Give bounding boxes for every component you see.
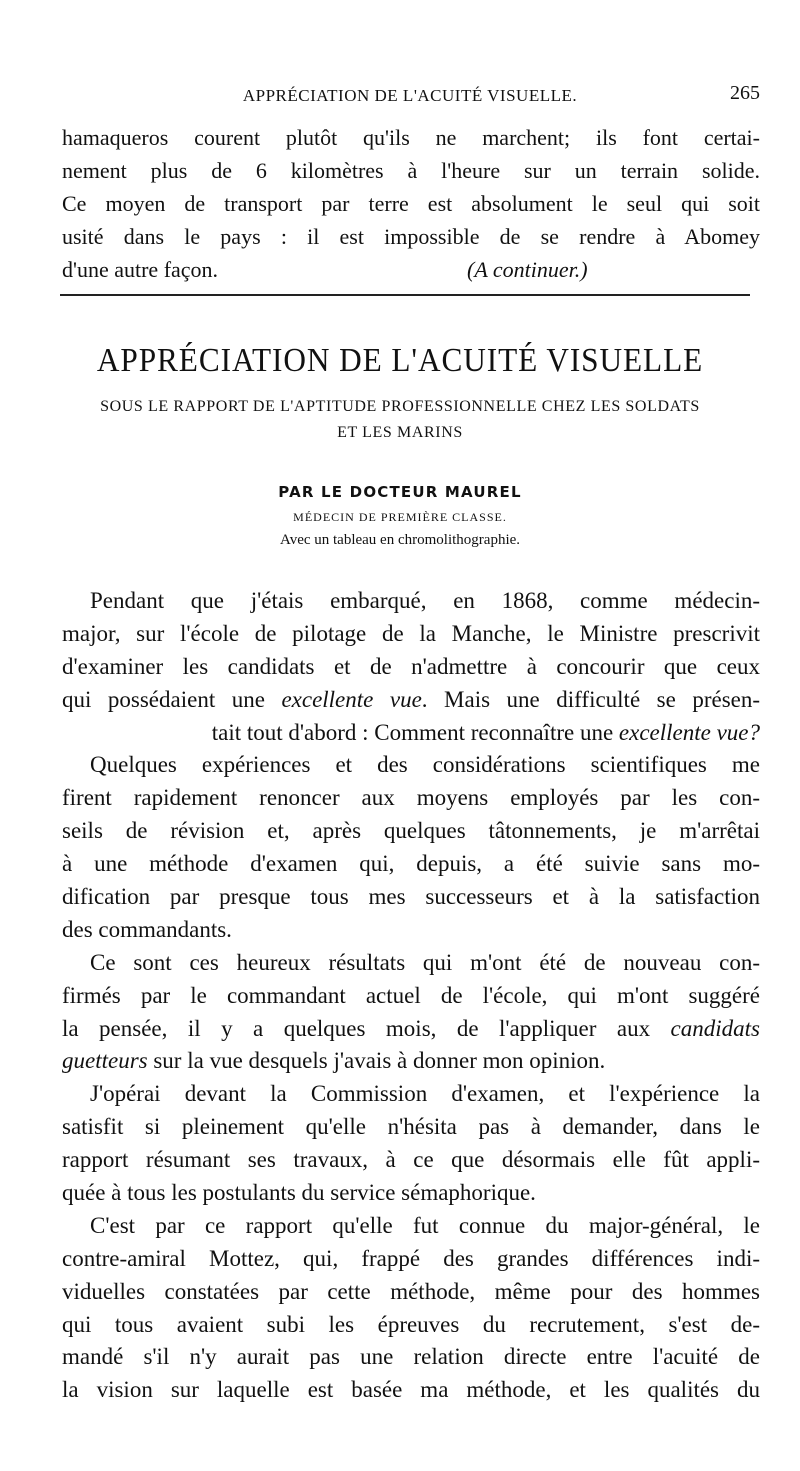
text-line: des commandants. — [62, 916, 232, 942]
text-line: la vision sur laquelle est basée ma méthode, et les qualités du — [62, 1377, 760, 1403]
text-line: firmés par le commandant actuel de l'école, qui m'ont suggéré — [62, 982, 760, 1008]
article-body — [62, 585, 760, 1407]
text-line: Ce sont ces heureux résultats qui m'ont été de nouveau con- — [90, 949, 760, 975]
text-line: Pendant que j'étais embarqué, en 1868, comme médecin- — [90, 588, 760, 613]
text-line: J'opérai devant la Commission d'examen, et l'expérience la — [90, 1081, 760, 1107]
illustration-note: Avec un tableau en chromolithographie. — [279, 532, 521, 548]
text-line: C'est par ce rapport qu'elle fut connue du major-général, le — [90, 1212, 760, 1238]
author-title: MÉDECIN DE PREMIÈRE CLASSE. — [293, 510, 507, 524]
page-number: 265 — [730, 82, 760, 104]
text-run: . Mais une difficulté se présen- — [421, 686, 761, 712]
text-run: la pensée, il y a quelques mois, de l'appliquer aux — [62, 1015, 671, 1041]
continuation-note: (A continuer.) — [467, 256, 588, 282]
text-line: contre-amiral Mottez, qui, frappé des grandes différences indi- — [62, 1245, 760, 1271]
article-subtitle-continued: ET LES MARINS — [337, 424, 463, 441]
previous-article-ending — [62, 122, 760, 286]
text-line: mandé s'il n'y aurait pas une relation directe entre l'acuité de — [62, 1344, 760, 1370]
text-line: qui tous avaient subi les épreuves du recrutement, s'est de- — [62, 1311, 760, 1337]
text-line: firent rapidement renoncer aux moyens employés par les con- — [62, 785, 760, 811]
text-line — [62, 1013, 760, 1046]
text-line — [62, 254, 760, 287]
author-byline: PAR LE DOCTEUR MAUREL — [278, 483, 522, 501]
text-run: tait tout d'abord : Comment reconnaître une — [211, 719, 619, 745]
text-line: nement plus de 6 kilomètres à l'heure sur un terrain solide. — [62, 157, 760, 183]
text-line — [62, 717, 760, 750]
emphasis: excellente vue? — [618, 719, 760, 745]
text-line: hamaqueros courent plutôt qu'ils ne marchent; ils font certai- — [62, 125, 760, 150]
text-line: Ce moyen de transport par terre est absolument le seul qui soit — [62, 190, 760, 216]
text-line: satisfit si pleinement qu'elle n'hésita pas à demander, dans le — [62, 1114, 760, 1140]
text-line: viduelles constatées par cette méthode, même pour des hommes — [62, 1278, 760, 1304]
text-line: major, sur l'école de pilotage de la Manche, le Ministre prescrivit — [62, 620, 760, 646]
emphasis: candidats — [670, 1015, 760, 1041]
text-line: quée à tous les postulants du service sémaphorique. — [62, 1180, 536, 1206]
closing-line: d'une autre façon. — [62, 256, 219, 282]
text-run: qui possédaient une — [62, 686, 282, 712]
text-line: à une méthode d'examen qui, depuis, a été suivie sans mo- — [62, 851, 760, 877]
running-title: APPRÉCIATION DE L'ACUITÉ VISUELLE. — [242, 86, 578, 105]
emphasis: guetteurs — [62, 1048, 148, 1074]
text-line: d'examiner les candidats et de n'admettre à concourir que ceux — [62, 653, 760, 679]
emphasis: excellente vue — [281, 686, 422, 712]
text-line: dification par presque tous mes successeurs et à la satisfaction — [62, 884, 760, 910]
article-title: APPRÉCIATION DE L'ACUITÉ VISUELLE — [96, 342, 704, 379]
text-line: rapport résumant ses travaux, à ce que désormais elle fût appli- — [62, 1147, 760, 1173]
running-head — [60, 82, 760, 116]
text-line: Quelques expériences et des considérations scientifiques me — [90, 752, 760, 778]
text-line: usité dans le pays : il est impossible de se rendre à Abomey — [62, 223, 760, 249]
text-run: sur la vue desquels j'avais à donner mon opinion. — [147, 1048, 606, 1074]
section-divider — [60, 294, 750, 296]
text-line: seils de révision et, après quelques tâtonnements, je m'arrêtai — [62, 818, 760, 844]
text-line — [62, 1045, 760, 1078]
text-line — [62, 684, 760, 717]
article-subtitle: SOUS LE RAPPORT DE L'APTITUDE PROFESSIONNELLE CHEZ LES SOLDATS — [100, 398, 700, 415]
